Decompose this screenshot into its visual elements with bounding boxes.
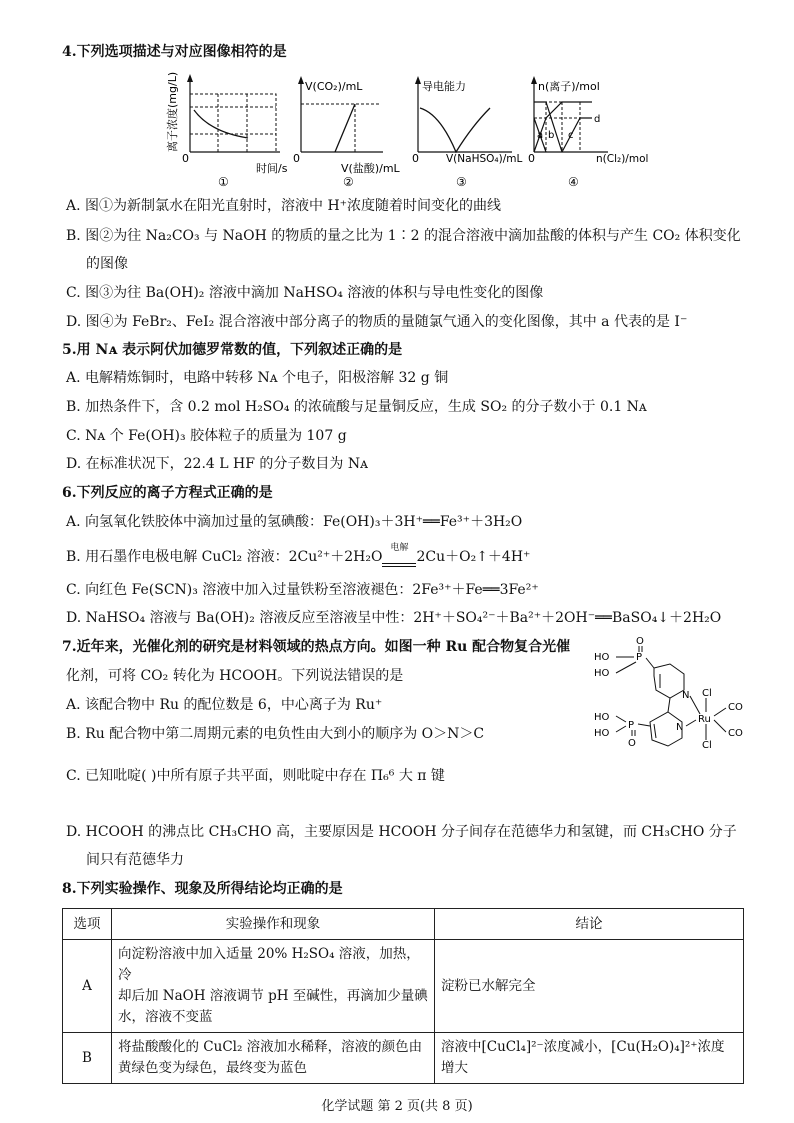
- svg-text:Cl: Cl: [702, 688, 712, 699]
- q4-option-c: C. 图③为往 Ba(OH)₂ 溶液中滴加 NaHSO₄ 溶液的体积与导电性变化的图像: [66, 285, 544, 301]
- svg-text:O: O: [636, 636, 644, 647]
- header-conclusion: 结论: [435, 909, 744, 940]
- q7-stem-1: 7.近年来，光催化剂的研究是材料领域的热点方向。如图一种 Ru 配合物复合光催: [62, 639, 571, 655]
- q4-option-b-cont: 的图像: [86, 256, 128, 272]
- q5-stem: 5.用 Nᴀ 表示阿伏加德罗常数的值，下列叙述正确的是: [62, 342, 403, 358]
- row-a-operation: 向淀粉溶液中加入适量 20% H₂SO₄ 溶液，加热，冷 却后加 NaOH 溶液调节 pH 至碱性，再滴加少量碘 水，溶液不变蓝: [112, 940, 435, 1033]
- svg-text:a: a: [537, 130, 544, 141]
- graph-3: [412, 72, 532, 194]
- q6-option-b: B. 用石墨作电极电解 CuCl₂ 溶液：2Cu²⁺＋2H₂O 电解 2Cu＋O₂↑＋4H⁺: [66, 543, 531, 565]
- q6-option-d: D. NaHSO₄ 溶液与 Ba(OH)₂ 溶液反应至溶液呈中性：2H⁺＋SO₄²⁻＋Ba²⁺＋2OH⁻══BaSO₄↓＋2H₂O: [66, 610, 722, 626]
- svg-text:0: 0: [293, 152, 300, 165]
- header-option: 选项: [63, 909, 112, 940]
- graph-4-num: ④: [568, 175, 579, 189]
- header-operation: 实验操作和现象: [112, 909, 435, 940]
- svg-text:P: P: [628, 720, 635, 731]
- graph-3-ylabel: 导电能力: [422, 80, 466, 93]
- svg-text:CO: CO: [728, 702, 743, 713]
- table-header-row: [63, 909, 744, 940]
- graph-2-num: ②: [343, 175, 354, 189]
- q6-option-c: C. 向红色 Fe(SCN)₃ 溶液中加入过量铁粉至溶液褪色：2Fe³⁺＋Fe══3Fe²⁺: [66, 582, 539, 598]
- q7-option-b: B. Ru 配合物中第二周期元素的电负性由大到小的顺序为 O＞N＞C: [66, 726, 485, 742]
- experiment-table: [62, 908, 744, 1084]
- graph-1-num: ①: [218, 175, 229, 189]
- svg-text:Ru: Ru: [698, 714, 711, 725]
- table-row: A 向淀粉溶液中加入适量 20% H₂SO₄ 溶液，加热，冷 却后加 NaOH 溶液调节 pH 至碱性，再滴加少量碘 水，溶液不变蓝 淀粉已水解完全: [63, 940, 744, 1033]
- svg-text:HO: HO: [594, 712, 610, 723]
- q5-option-c: C. Nᴀ 个 Fe(OH)₃ 胶体粒子的质量为 107 g: [66, 428, 347, 444]
- row-b-operation: 将盐酸酸化的 CuCl₂ 溶液加水稀释，溶液的颜色由 黄绿色变为绿色，最终变为蓝色: [112, 1033, 435, 1084]
- q4-option-d: D. 图④为 FeBr₂、FeI₂ 混合溶液中部分离子的物质的量随氯气通入的变化图像，其中 a 代表的是 I⁻: [66, 314, 688, 330]
- q5-option-b: B. 加热条件下，含 0.2 mol H₂SO₄ 的浓硫酸与足量铜反应，生成 SO₂ 的分子数小于 0.1 Nᴀ: [66, 399, 647, 415]
- ru-complex-structure: [590, 636, 760, 770]
- svg-text:c: c: [568, 130, 574, 141]
- page-footer: 化学试题 第 2 页(共 8 页): [321, 1099, 473, 1114]
- svg-text:N: N: [682, 690, 690, 701]
- svg-text:0: 0: [528, 152, 535, 165]
- svg-text:0: 0: [412, 152, 419, 165]
- q7-option-c: C. 已知吡啶( )中所有原子共平面，则吡啶中存在 Π₆⁶ 大 π 键: [66, 768, 445, 784]
- q4-stem: 4.下列选项描述与对应图像相符的是: [62, 44, 287, 60]
- table-row: B 将盐酸酸化的 CuCl₂ 溶液加水稀释，溶液的颜色由 黄绿色变为绿色，最终变为蓝色 溶液中[CuCl₄]²⁻浓度减小，[Cu(H₂O)₄]²⁺浓度 增大: [63, 1033, 744, 1084]
- svg-text:0: 0: [182, 152, 189, 165]
- svg-text:N: N: [676, 722, 684, 733]
- graph-3-xlabel: V(NaHSO₄)/mL: [446, 153, 523, 165]
- graph-3-num: ③: [456, 175, 467, 189]
- q5-option-a: A. 电解精炼铜时，电路中转移 Nᴀ 个电子，阳极溶解 32 g 铜: [66, 370, 449, 386]
- svg-text:HO: HO: [594, 668, 610, 679]
- svg-text:b: b: [548, 130, 555, 141]
- graph-1: [166, 71, 310, 194]
- q7-option-a: A. 该配合物中 Ru 的配位数是 6，中心离子为 Ru⁺: [66, 697, 383, 713]
- q6-stem: 6.下列反应的离子方程式正确的是: [62, 485, 273, 501]
- row-b-conclusion: 溶液中[CuCl₄]²⁻浓度减小，[Cu(H₂O)₄]²⁺浓度 增大: [435, 1033, 744, 1084]
- graph-2-ylabel: V(CO₂)/mL: [305, 80, 363, 93]
- svg-text:O: O: [628, 738, 636, 749]
- q7-stem-2: 化剂，可将 CO₂ 转化为 HCOOH。下列说法错误的是: [66, 668, 404, 684]
- svg-text:Cl: Cl: [702, 740, 712, 751]
- q7-option-d: D. HCOOH 的沸点比 CH₃CHO 高，主要原因是 HCOOH 分子间存在范德华力和氢键，而 CH₃CHO 分子: [66, 824, 737, 840]
- q7-option-d-cont: 间只有范德华力: [86, 852, 184, 868]
- q4-option-a: A. 图①为新制氯水在阳光直射时，溶液中 H⁺浓度随着时间变化的曲线: [66, 198, 502, 214]
- svg-text:d: d: [594, 114, 601, 125]
- graph-4-ylabel: n(离子)/mol: [538, 80, 600, 93]
- graph-4: [528, 72, 658, 194]
- q8-stem: 8.下列实验操作、现象及所得结论均正确的是: [62, 881, 343, 897]
- graph-2: [293, 72, 413, 194]
- svg-text:HO: HO: [594, 728, 610, 739]
- graph-2-xlabel: V(盐酸)/mL: [341, 162, 400, 175]
- graph-1-xlabel: 时间/s: [256, 162, 288, 175]
- graph-4-xlabel: n(Cl₂)/mol: [596, 153, 649, 165]
- svg-text:CO: CO: [728, 728, 743, 739]
- svg-text:HO: HO: [594, 652, 610, 663]
- q6-option-a: A. 向氢氧化铁胶体中滴加过量的氢碘酸：Fe(OH)₃＋3H⁺══Fe³⁺＋3H₂O: [66, 514, 523, 530]
- row-a-conclusion: 淀粉已水解完全: [435, 940, 744, 1033]
- q4-option-b: B. 图②为往 Na₂CO₃ 与 NaOH 的物质的量之比为 1∶2 的混合溶液中滴加盐酸的体积与产生 CO₂ 体积变化: [66, 228, 741, 244]
- graph-1-ylabel: 离子浓度(mg/L): [166, 71, 179, 152]
- electrolysis-arrow: 电解: [382, 554, 416, 567]
- q5-option-d: D. 在标准状况下，22.4 L HF 的分子数目为 Nᴀ: [66, 456, 368, 472]
- svg-text:P: P: [636, 652, 643, 663]
